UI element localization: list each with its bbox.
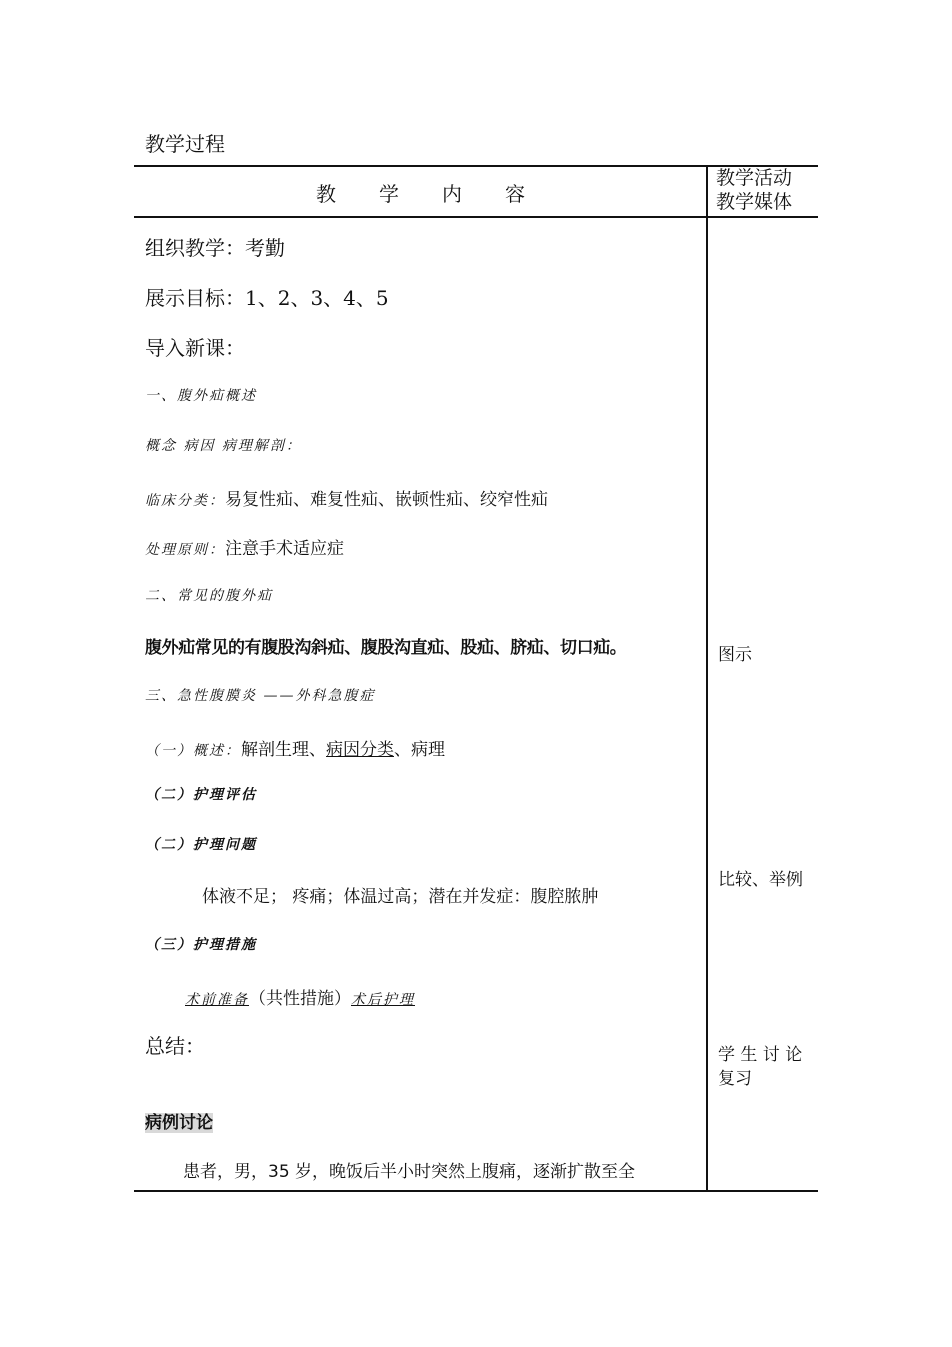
table-column-divider [706,165,708,1192]
intro-line: 导入新课： [145,336,245,360]
side-discuss-line2: 复习 [718,1069,752,1089]
overview-b: 病因分类 [326,740,394,760]
classify-value: 易复性疝、难复性疝、嵌顿性疝、绞窄性疝 [225,490,548,510]
summary-line: 总结： [145,1034,205,1058]
header-content: 教 学 内 容 [316,182,526,206]
principle-label: 处理原则： [145,542,225,558]
preop-label: 术前准备 [185,992,249,1008]
section-2-heading: 二、常见的腹外疝 [145,588,273,604]
case-title [145,1108,213,1133]
problems-detail: 体液不足； 疼痛；体温过高；潜在并发症：腹腔脓肿 [202,887,599,907]
overview-line [145,735,445,760]
section-1-heading: 一、腹外疝概述 [145,388,257,404]
header-side-line2: 教学媒体 [716,191,793,213]
principle-value: 注意手术适应症 [225,539,344,559]
overview-c: 、病理 [394,740,445,760]
principle-line [145,534,344,559]
organize-label: 组织教学： [145,236,245,260]
side-discuss [718,1043,802,1091]
assessment-heading: （二）护理评估 [145,787,257,803]
table-header-divider [134,216,818,218]
side-compare: 比较、举例 [718,870,803,890]
section-3-heading: 三、急性腹膜炎 ——外科急腹症 [145,688,376,704]
case-title-text: 病例讨论 [145,1113,213,1133]
goals-line: 展示目标：1、2、3、4、5 [145,286,389,310]
table-bottom-border [134,1190,818,1192]
common-hernias-line: 腹外疝常见的有腹股沟斜疝、腹股沟直疝、股疝、脐疝、切口疝。 [145,638,627,658]
concept-line: 概念 病因 病理解剖： [145,438,302,454]
problems-heading: （二）护理问题 [145,837,257,853]
measures-heading: （三）护理措施 [145,937,257,953]
side-discuss-line1: 学 生 讨 论 [718,1045,803,1065]
side-diagram: 图示 [718,645,752,665]
header-side-line1: 教学活动 [716,167,793,189]
organize-value: 考勤 [245,236,285,260]
overview-a: 解剖生理、 [241,740,326,760]
common-measures: （共性措施） [249,989,351,1009]
measures-line [185,984,415,1009]
overview-label: （一）概述： [145,743,241,759]
header-side [716,166,792,214]
classify-line [145,485,548,510]
classify-label: 临床分类： [145,493,225,509]
organize-line [145,232,285,261]
page-title: 教学过程 [145,132,225,156]
postop-label: 术后护理 [351,992,415,1008]
case-text: 患者，男，35 岁，晚饭后半小时突然上腹痛，逐渐扩散至全 [183,1162,636,1182]
